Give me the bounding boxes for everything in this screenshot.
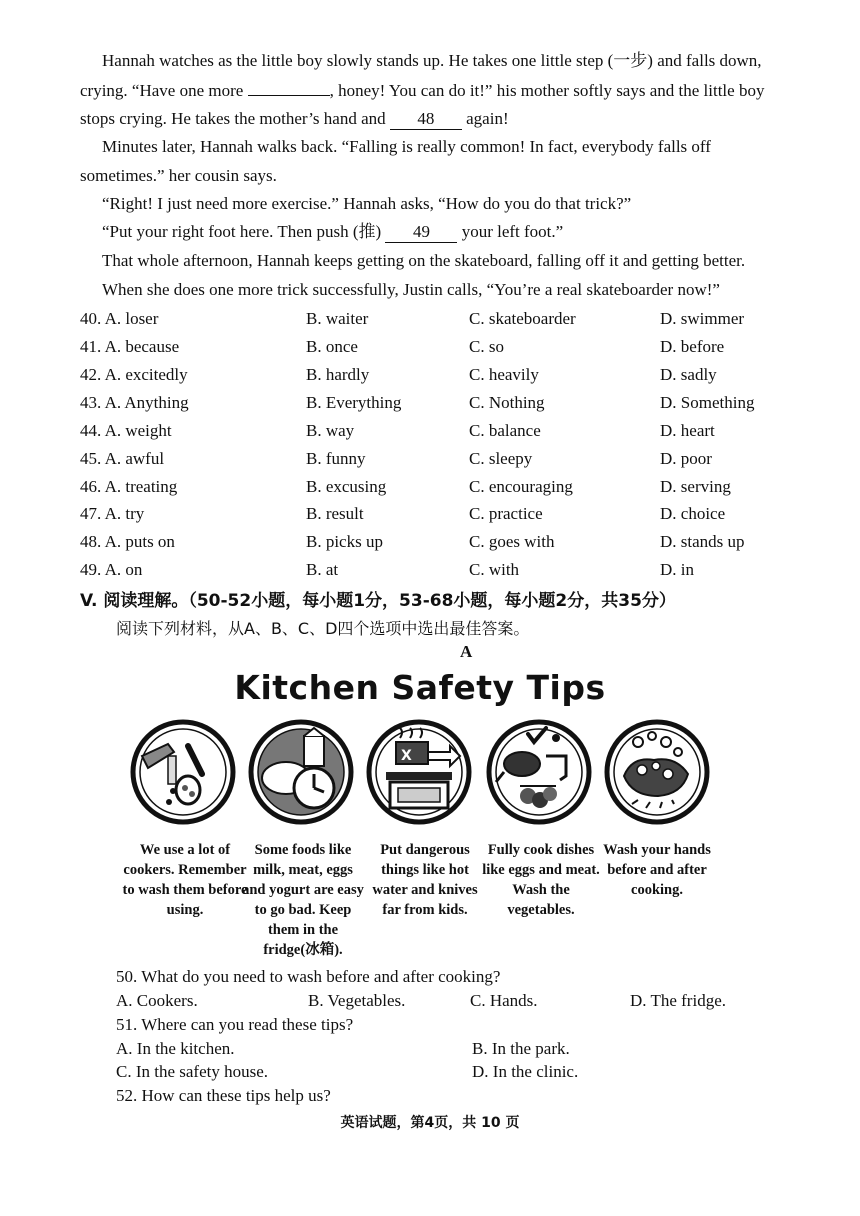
- option-c: C. so: [469, 337, 504, 356]
- washing-cooker-icon: [128, 716, 238, 828]
- option-row-45: [80, 449, 164, 469]
- question-number: 45.: [80, 449, 102, 468]
- option-a: A. try: [104, 504, 145, 523]
- option-d: D. stands up: [660, 532, 745, 551]
- option-b: B. waiter: [306, 309, 369, 328]
- question-number: 43.: [80, 393, 102, 412]
- option-b: B. hardly: [306, 365, 370, 384]
- passage-line-2-end: , honey! You can do it!” his mother softly says and the little boy: [329, 81, 765, 100]
- question-50: 50. What do you need to wash before and after cooking?: [116, 967, 501, 986]
- option-c: C. goes with: [469, 532, 555, 551]
- poster-title: Kitchen Safety Tips: [234, 668, 606, 707]
- option-b: B. funny: [306, 449, 366, 468]
- option-d: D. Something: [660, 393, 755, 412]
- option-b: B. Everything: [306, 393, 402, 412]
- option-row-44: [80, 421, 172, 441]
- option-c: C. skateboarder: [469, 309, 576, 328]
- option-d: D. swimmer: [660, 309, 745, 328]
- question-number: 40.: [80, 309, 102, 328]
- q50-option-b: B. Vegetables.: [308, 991, 406, 1010]
- q51-option-c: C. In the safety house.: [116, 1062, 269, 1081]
- question-number: 46.: [80, 477, 102, 496]
- option-a: A. because: [104, 337, 180, 356]
- section-instruction: 阅读下列材料，从A、B、C、D四个选项中选出最佳答案。: [116, 619, 530, 638]
- tip-text-1: We use a lot of cookers. Remember to wash them before using.: [122, 842, 248, 918]
- passage-line-1: Hannah watches as the little boy slowly stands up. He takes one little step (一步) and falls down,: [102, 51, 762, 70]
- option-b: B. once: [306, 337, 358, 356]
- q50-option-a: A. Cookers.: [116, 991, 198, 1010]
- option-b: B. picks up: [306, 532, 383, 551]
- question-number: 42.: [80, 365, 102, 384]
- tip-text-3: Put dangerous things like hot water and knives far from kids.: [372, 842, 478, 918]
- option-b: B. result: [306, 504, 364, 523]
- passage-line-5: sometimes.” her cousin says.: [80, 166, 277, 185]
- q51-option-b: B. In the park.: [472, 1039, 570, 1058]
- option-b: B. excusing: [306, 477, 387, 496]
- option-c: C. heavily: [469, 365, 539, 384]
- passage-line-2-start: crying. “Have one more: [80, 81, 244, 100]
- blank-unnumbered: [248, 95, 330, 96]
- option-c: C. Nothing: [469, 393, 545, 412]
- tip-text-2: Some foods like milk, meat, eggs and yogurt are easy to go bad. Keep them in the fridge(冰箱).: [242, 842, 364, 958]
- question-number: 47.: [80, 504, 102, 523]
- option-c: C. sleepy: [469, 449, 533, 468]
- svg-text:X: X: [401, 748, 412, 764]
- blank-48: 48: [390, 109, 462, 130]
- option-a: A. weight: [104, 421, 172, 440]
- option-row-48: [80, 532, 175, 552]
- page-footer: 英语试题，第4页，共 10 页: [340, 1115, 520, 1131]
- wash-hands-icon: [602, 716, 712, 828]
- option-c: C. with: [469, 560, 520, 579]
- option-d: D. serving: [660, 477, 731, 496]
- passage-line-2: [80, 76, 764, 105]
- option-row-42: [80, 365, 188, 385]
- option-c: C. balance: [469, 421, 541, 440]
- question-number: 44.: [80, 421, 102, 440]
- passage-line-7-start: “Put your right foot here. Then push (推): [102, 222, 382, 241]
- option-row-40: [80, 309, 158, 329]
- option-a: A. loser: [104, 309, 159, 328]
- option-c: C. encouraging: [469, 477, 573, 496]
- q50-option-d: D. The fridge.: [630, 991, 726, 1010]
- passage-line-8: That whole afternoon, Hannah keeps getting on the skateboard, falling off it and getting better.: [102, 251, 746, 270]
- option-d: D. in: [660, 560, 694, 579]
- option-d: D. poor: [660, 449, 712, 468]
- hot-stove-danger-icon: [364, 716, 474, 828]
- option-d: D. sadly: [660, 365, 717, 384]
- option-a: A. excitedly: [104, 365, 188, 384]
- passage-line-6: “Right! I just need more exercise.” Hannah asks, “How do you do that trick?”: [102, 194, 632, 213]
- blank-49: 49: [385, 222, 457, 243]
- question-number: 48.: [80, 532, 102, 551]
- option-d: D. choice: [660, 504, 726, 523]
- option-d: D. before: [660, 337, 725, 356]
- question-number: 49.: [80, 560, 102, 579]
- passage-line-3-start: stops crying. He takes the mother’s hand and: [80, 109, 386, 128]
- option-a: A. awful: [104, 449, 165, 468]
- passage-line-4: Minutes later, Hannah walks back. “Falling is really common! In fact, everybody falls off: [102, 137, 711, 156]
- fridge-food-clock-icon: [246, 716, 356, 828]
- passage-letter: A: [460, 642, 473, 661]
- question-52: 52. How can these tips help us?: [116, 1086, 331, 1105]
- passage-line-7: [102, 217, 563, 246]
- question-51: 51. Where can you read these tips?: [116, 1015, 354, 1034]
- option-d: D. heart: [660, 421, 715, 440]
- option-a: A. Anything: [104, 393, 189, 412]
- question-number: 41.: [80, 337, 102, 356]
- option-row-41: [80, 337, 179, 357]
- passage-line-3: [80, 104, 509, 133]
- passage-line-9: When she does one more trick successfully, Justin calls, “You’re a real skateboarder now!”: [102, 280, 720, 299]
- option-row-49: [80, 560, 142, 580]
- q51-option-d: D. In the clinic.: [472, 1062, 579, 1081]
- tip-text-4: Fully cook dishes like eggs and meat. Wash the vegetables.: [482, 842, 600, 918]
- passage-line-3-end: again!: [466, 109, 509, 128]
- section-heading: V. 阅读理解。（50-52小题，每小题1分，53-68小题，每小题2分，共35分）: [80, 591, 676, 611]
- cook-meat-vegetables-icon: [484, 716, 594, 828]
- option-row-46: [80, 477, 177, 497]
- option-a: A. treating: [104, 477, 178, 496]
- option-row-43: [80, 393, 189, 413]
- tip-text-5: Wash your hands before and after cooking.: [603, 842, 711, 898]
- q51-option-a: A. In the kitchen.: [116, 1039, 235, 1058]
- passage-line-7-end: your left foot.”: [461, 222, 564, 241]
- option-c: C. practice: [469, 504, 543, 523]
- option-row-47: [80, 504, 144, 524]
- option-a: A. puts on: [104, 532, 175, 551]
- q50-option-c: C. Hands.: [470, 991, 538, 1010]
- option-b: B. at: [306, 560, 339, 579]
- option-b: B. way: [306, 421, 355, 440]
- option-a: A. on: [104, 560, 143, 579]
